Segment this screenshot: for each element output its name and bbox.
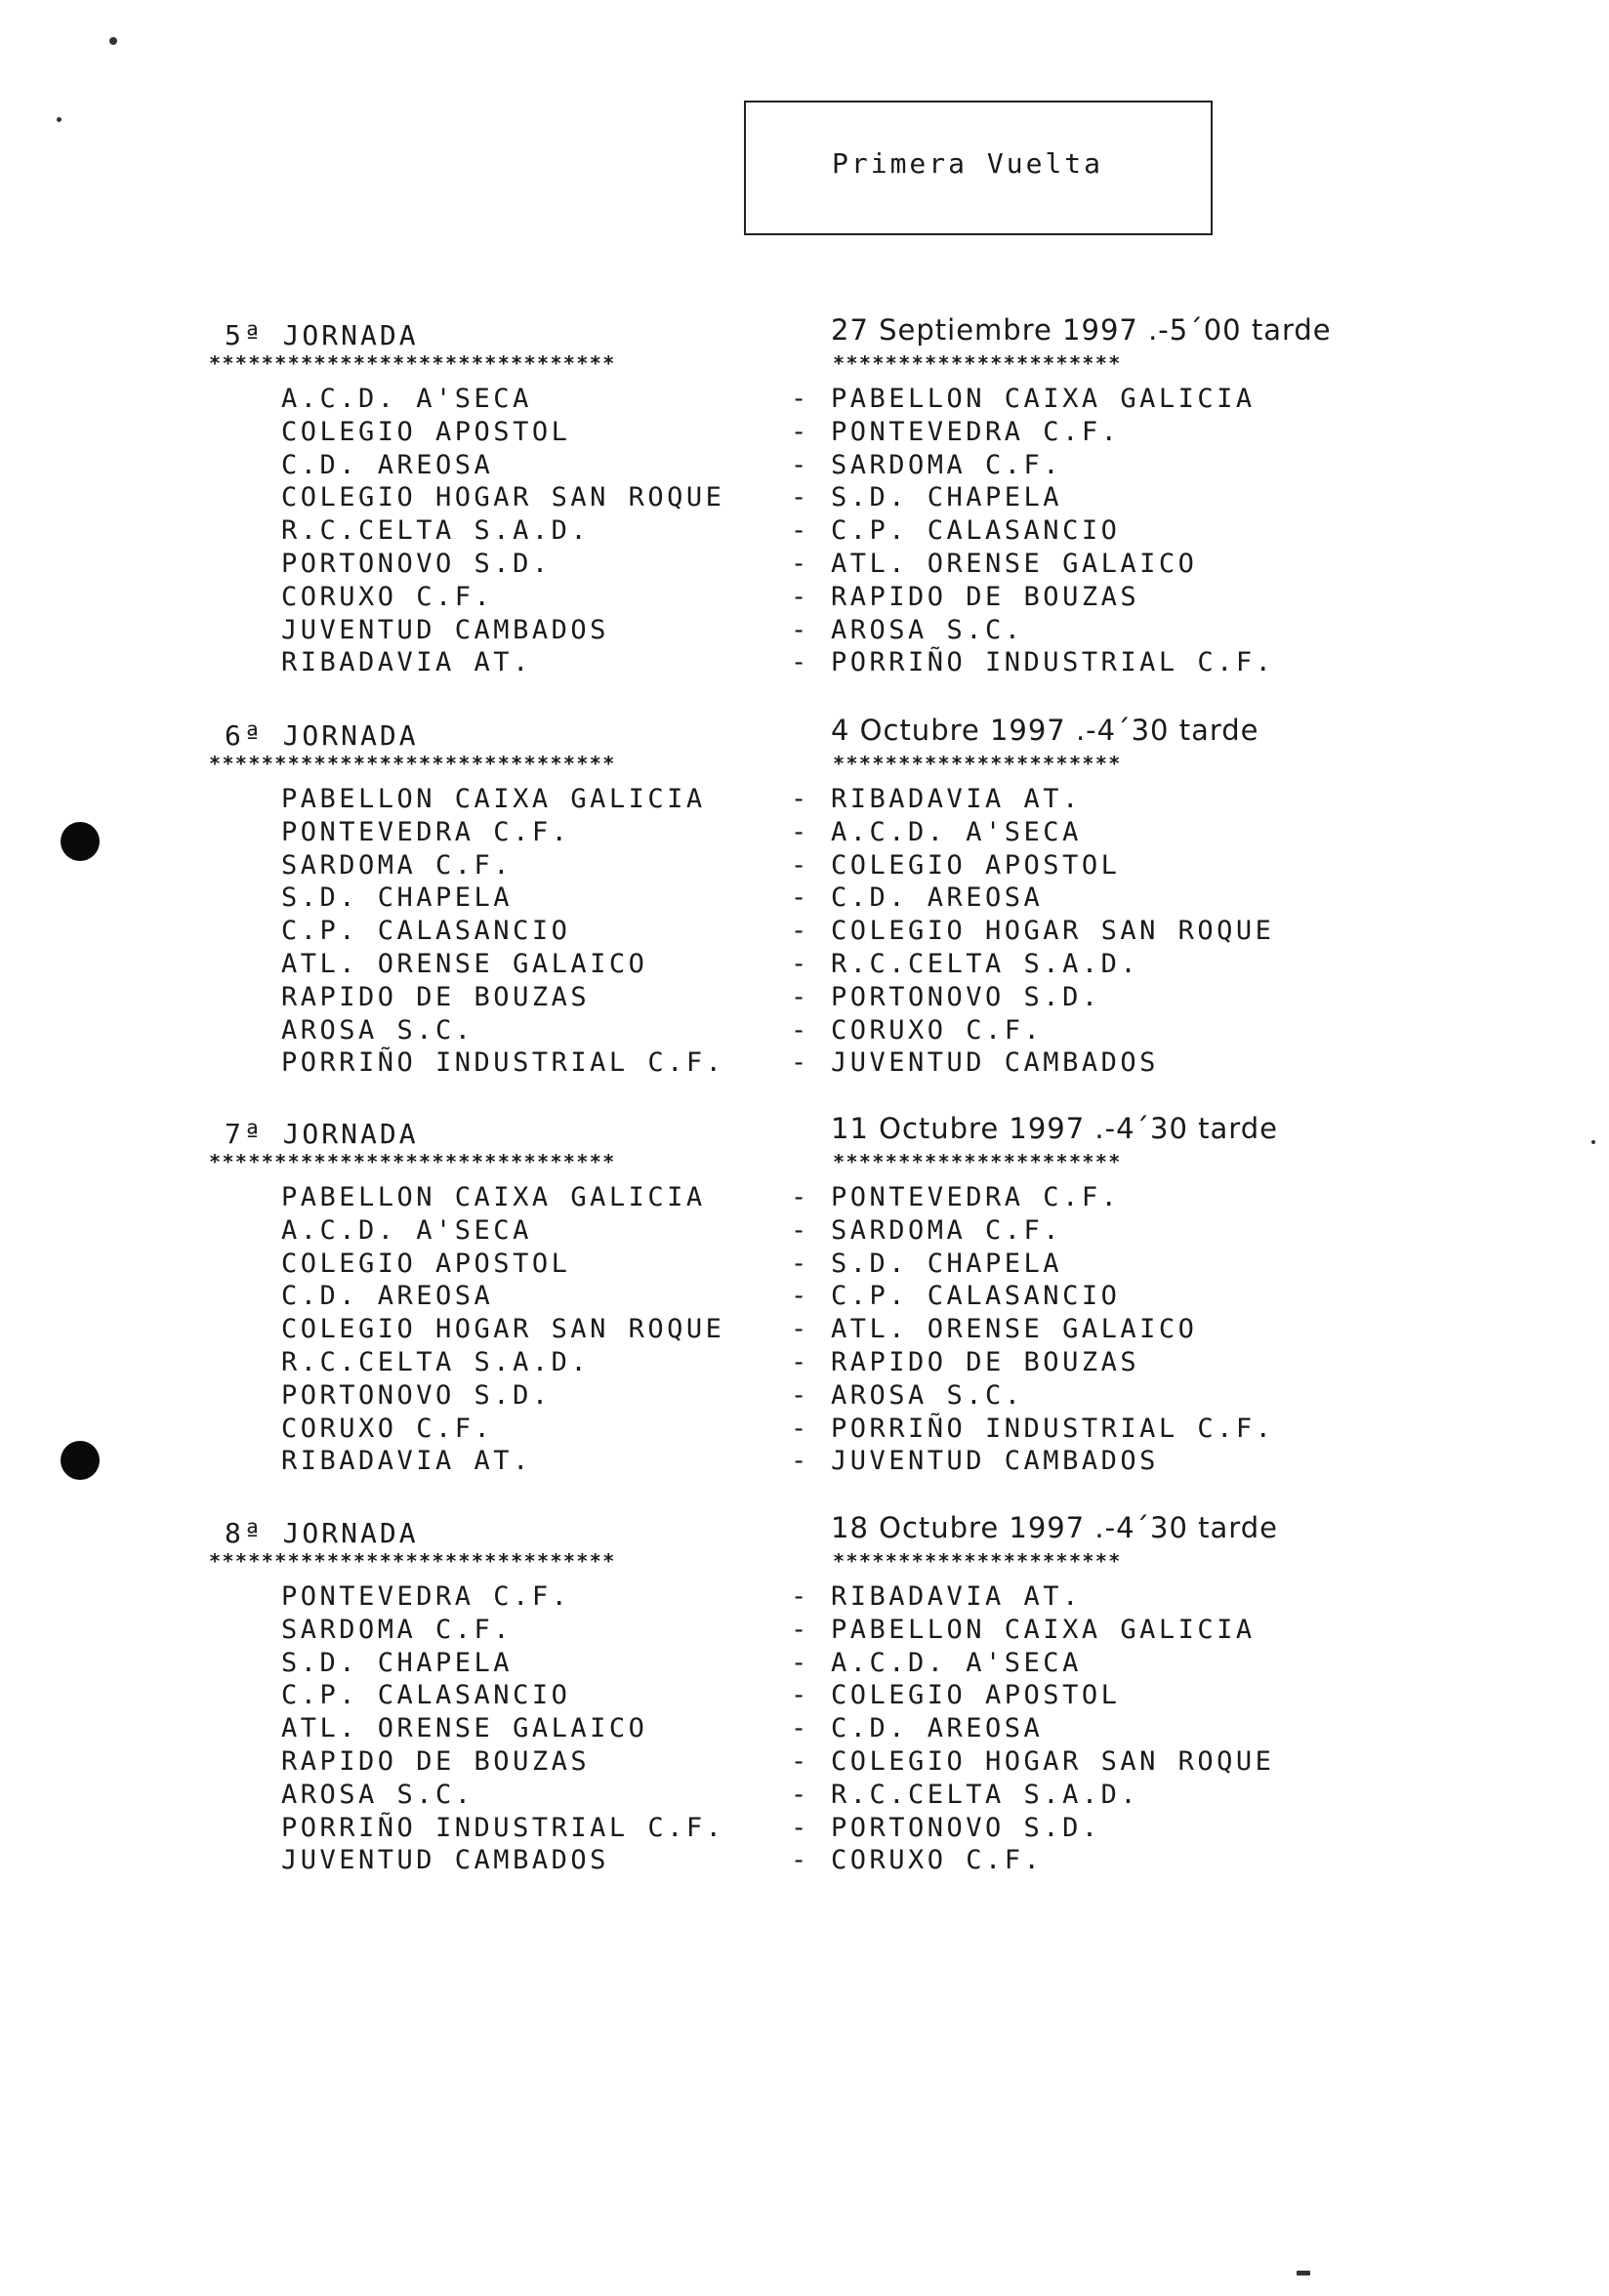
home-team: CORUXO C.F.: [281, 1413, 494, 1444]
match-separator: -: [791, 384, 810, 414]
match-separator: -: [791, 581, 810, 612]
match-separator: -: [791, 1314, 810, 1345]
match-separator: -: [791, 816, 810, 847]
away-team: A.C.D. A'SECA: [831, 816, 1082, 847]
match-separator: -: [791, 948, 810, 979]
away-team: COLEGIO HOGAR SAN ROQUE: [831, 1745, 1275, 1777]
away-team: R.C.CELTA S.A.D.: [831, 1779, 1140, 1810]
match-separator: -: [791, 1413, 810, 1444]
home-team: C.D. AREOSA: [281, 449, 494, 480]
match-separator: -: [791, 614, 810, 645]
home-team: COLEGIO HOGAR SAN ROQUE: [281, 1314, 725, 1345]
home-team: RAPIDO DE BOUZAS: [281, 1745, 591, 1777]
punch-hole-top: [61, 822, 100, 861]
stars-divider-right: **********************: [833, 752, 1122, 775]
match-separator: -: [791, 548, 810, 579]
away-team: CORUXO C.F.: [831, 1845, 1044, 1876]
round-date: 27 Septiembre 1997 .-5´00 tarde: [831, 313, 1332, 347]
away-team: S.D. CHAPELA: [831, 1248, 1063, 1279]
home-team: PABELLON CAIXA GALICIA: [281, 784, 706, 814]
away-team: PORRIÑO INDUSTRIAL C.F.: [831, 1413, 1275, 1444]
away-team: C.D. AREOSA: [831, 1713, 1044, 1744]
home-team: PORTONOVO S.D.: [281, 548, 552, 579]
away-team: R.C.CELTA S.A.D.: [831, 948, 1140, 979]
home-team: S.D. CHAPELA: [281, 882, 514, 914]
match-separator: -: [791, 1745, 810, 1777]
away-team: RIBADAVIA AT.: [831, 784, 1082, 814]
match-separator: -: [791, 882, 810, 914]
home-team: COLEGIO APOSTOL: [281, 1248, 571, 1279]
match-separator: -: [791, 1248, 810, 1279]
away-team: COLEGIO HOGAR SAN ROQUE: [831, 916, 1275, 947]
home-team: PONTEVEDRA C.F.: [281, 816, 571, 847]
away-team: C.D. AREOSA: [831, 882, 1044, 914]
away-team: ATL. ORENSE GALAICO: [831, 1314, 1198, 1345]
match-separator: -: [791, 482, 810, 513]
home-team: R.C.CELTA S.A.D.: [281, 1346, 591, 1377]
round-label: 7ª JORNADA: [225, 1118, 419, 1150]
away-team: PABELLON CAIXA GALICIA: [831, 1614, 1256, 1645]
speck: [1297, 2271, 1310, 2276]
away-team: COLEGIO APOSTOL: [831, 1680, 1121, 1711]
match-separator: -: [791, 1614, 810, 1645]
stars-divider-right: **********************: [833, 1549, 1122, 1573]
match-separator: -: [791, 1346, 810, 1377]
match-separator: -: [791, 849, 810, 881]
stars-divider-left: *******************************: [209, 351, 616, 375]
away-team: CORUXO C.F.: [831, 1014, 1044, 1046]
away-team: SARDOMA C.F.: [831, 1214, 1063, 1246]
match-separator: -: [791, 1713, 810, 1744]
round-label: 5ª JORNADA: [225, 319, 419, 351]
home-team: R.C.CELTA S.A.D.: [281, 515, 591, 547]
match-separator: -: [791, 515, 810, 547]
match-separator: -: [791, 1812, 810, 1843]
speck: [57, 117, 62, 122]
away-team: A.C.D. A'SECA: [831, 1647, 1082, 1678]
home-team: A.C.D. A'SECA: [281, 384, 532, 414]
match-separator: -: [791, 1281, 810, 1312]
match-separator: -: [791, 1647, 810, 1678]
home-team: AROSA S.C.: [281, 1014, 474, 1046]
match-separator: -: [791, 1779, 810, 1810]
round-date: 18 Octubre 1997 .-4´30 tarde: [831, 1511, 1278, 1544]
home-team: RIBADAVIA AT.: [281, 1446, 532, 1477]
home-team: C.P. CALASANCIO: [281, 916, 571, 947]
stars-divider-left: *******************************: [209, 1549, 616, 1573]
match-separator: -: [791, 1379, 810, 1411]
match-separator: -: [791, 1014, 810, 1046]
match-separator: -: [791, 1182, 810, 1212]
away-team: JUVENTUD CAMBADOS: [831, 1047, 1159, 1079]
home-team: COLEGIO APOSTOL: [281, 416, 571, 447]
away-team: PABELLON CAIXA GALICIA: [831, 384, 1256, 414]
match-separator: -: [791, 1047, 810, 1079]
away-team: PORTONOVO S.D.: [831, 1812, 1101, 1843]
home-team: SARDOMA C.F.: [281, 1614, 514, 1645]
away-team: PORRIÑO INDUSTRIAL C.F.: [831, 647, 1275, 678]
away-team: PONTEVEDRA C.F.: [831, 1182, 1121, 1212]
home-team: ATL. ORENSE GALAICO: [281, 948, 648, 979]
home-team: C.D. AREOSA: [281, 1281, 494, 1312]
away-team: RIBADAVIA AT.: [831, 1581, 1082, 1612]
home-team: S.D. CHAPELA: [281, 1647, 514, 1678]
round-label: 6ª JORNADA: [225, 719, 419, 752]
home-team: A.C.D. A'SECA: [281, 1214, 532, 1246]
title-box: [744, 101, 1213, 235]
match-separator: -: [791, 981, 810, 1012]
speck: [109, 37, 117, 45]
home-team: COLEGIO HOGAR SAN ROQUE: [281, 482, 725, 513]
round-label: 8ª JORNADA: [225, 1517, 419, 1549]
away-team: RAPIDO DE BOUZAS: [831, 581, 1140, 612]
away-team: S.D. CHAPELA: [831, 482, 1063, 513]
away-team: RAPIDO DE BOUZAS: [831, 1346, 1140, 1377]
home-team: SARDOMA C.F.: [281, 849, 514, 881]
home-team: C.P. CALASANCIO: [281, 1680, 571, 1711]
home-team: PORRIÑO INDUSTRIAL C.F.: [281, 1047, 725, 1079]
match-separator: -: [791, 1581, 810, 1612]
stars-divider-left: *******************************: [209, 1150, 616, 1173]
match-separator: -: [791, 647, 810, 678]
away-team: PONTEVEDRA C.F.: [831, 416, 1121, 447]
home-team: CORUXO C.F.: [281, 581, 494, 612]
speck: [1591, 1140, 1595, 1144]
home-team: ATL. ORENSE GALAICO: [281, 1713, 648, 1744]
home-team: JUVENTUD CAMBADOS: [281, 1845, 609, 1876]
round-date: 4 Octubre 1997 .-4´30 tarde: [831, 714, 1259, 747]
stars-divider-right: **********************: [833, 351, 1122, 375]
match-separator: -: [791, 416, 810, 447]
match-separator: -: [791, 449, 810, 480]
match-separator: -: [791, 784, 810, 814]
away-team: AROSA S.C.: [831, 614, 1024, 645]
home-team: PORTONOVO S.D.: [281, 1379, 552, 1411]
punch-hole-bottom: [61, 1441, 100, 1480]
home-team: RAPIDO DE BOUZAS: [281, 981, 591, 1012]
home-team: AROSA S.C.: [281, 1779, 474, 1810]
match-separator: -: [791, 1680, 810, 1711]
round-date: 11 Octubre 1997 .-4´30 tarde: [831, 1112, 1278, 1145]
away-team: C.P. CALASANCIO: [831, 515, 1121, 547]
away-team: C.P. CALASANCIO: [831, 1281, 1121, 1312]
match-separator: -: [791, 1214, 810, 1246]
home-team: PABELLON CAIXA GALICIA: [281, 1182, 706, 1212]
stars-divider-right: **********************: [833, 1150, 1122, 1173]
away-team: PORTONOVO S.D.: [831, 981, 1101, 1012]
home-team: RIBADAVIA AT.: [281, 647, 532, 678]
away-team: COLEGIO APOSTOL: [831, 849, 1121, 881]
match-separator: -: [791, 916, 810, 947]
match-separator: -: [791, 1446, 810, 1477]
away-team: JUVENTUD CAMBADOS: [831, 1446, 1159, 1477]
stars-divider-left: *******************************: [209, 752, 616, 775]
away-team: SARDOMA C.F.: [831, 449, 1063, 480]
home-team: JUVENTUD CAMBADOS: [281, 614, 609, 645]
home-team: PORRIÑO INDUSTRIAL C.F.: [281, 1812, 725, 1843]
away-team: AROSA S.C.: [831, 1379, 1024, 1411]
page-title: Primera Vuelta: [832, 147, 1104, 180]
home-team: PONTEVEDRA C.F.: [281, 1581, 571, 1612]
away-team: ATL. ORENSE GALAICO: [831, 548, 1198, 579]
match-separator: -: [791, 1845, 810, 1876]
